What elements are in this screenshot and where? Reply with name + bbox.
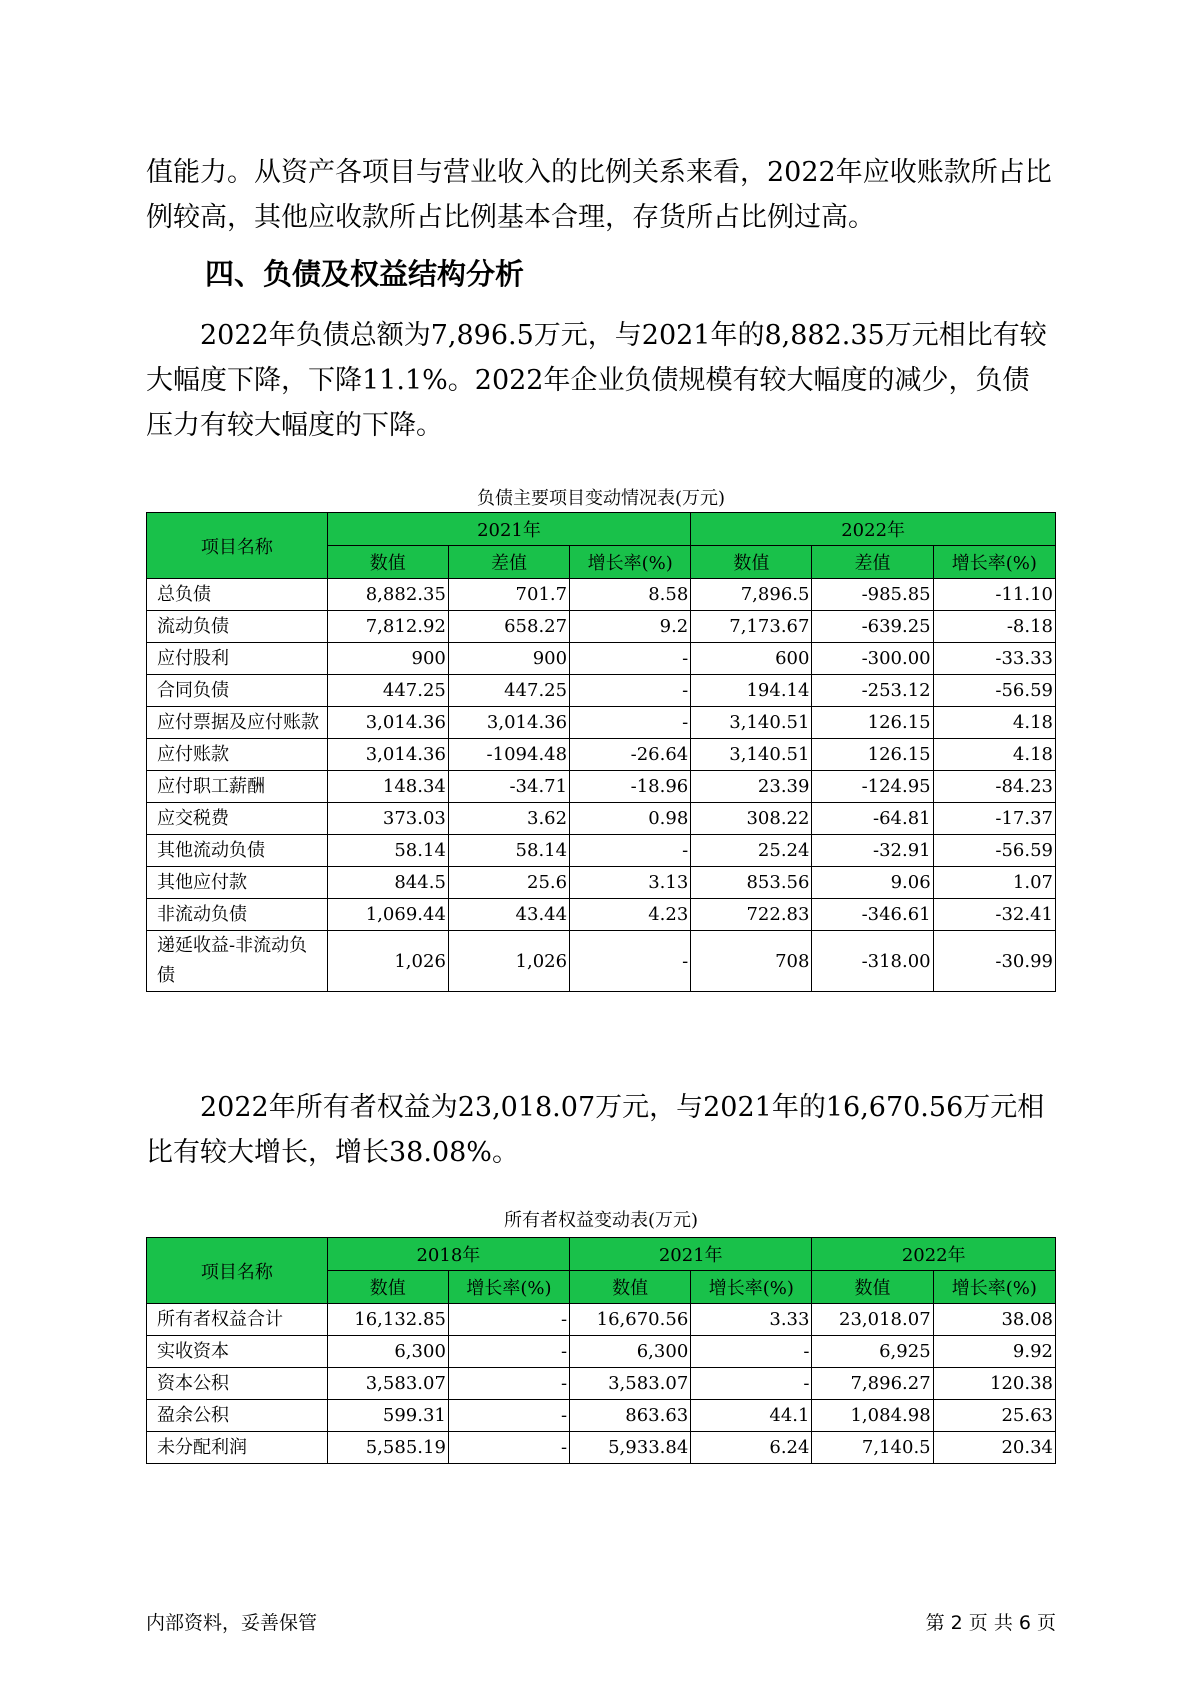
table-cell: -8.18 (933, 611, 1055, 643)
table-row (147, 675, 1056, 707)
table2-subheader: 增长率(%) (691, 1271, 812, 1304)
table-cell: 3,014.36 (448, 707, 569, 739)
table2-year-2018: 2018年 (327, 1238, 569, 1271)
table-cell: 863.63 (570, 1400, 691, 1432)
paragraph-equity (146, 1085, 1056, 1175)
table2-subheader: 数值 (812, 1271, 933, 1304)
table2-year-2021: 2021年 (570, 1238, 812, 1271)
table-cell: 447.25 (327, 675, 448, 707)
table1-year-2021: 2021年 (327, 513, 691, 546)
footer-confidential: 内部资料，妥善保管 (146, 1612, 318, 1634)
table-cell: -30.99 (933, 931, 1055, 992)
table-row (147, 931, 1056, 992)
table-cell: 3,583.07 (327, 1368, 448, 1400)
table-cell: -32.41 (933, 899, 1055, 931)
table-cell: 900 (327, 643, 448, 675)
paragraph-liabilities (146, 313, 1056, 448)
table-row (147, 1336, 1056, 1368)
table-cell: 7,896.27 (812, 1368, 933, 1400)
table-cell: 7,140.5 (812, 1432, 933, 1464)
table-row (147, 579, 1056, 611)
table-cell: -34.71 (448, 771, 569, 803)
table-cell: 20.34 (933, 1432, 1055, 1464)
liabilities-table (146, 512, 1056, 992)
footer-page-number: 第 2 页 共 6 页 (925, 1612, 1056, 1634)
table-cell: -84.23 (933, 771, 1055, 803)
table-cell: 1,026 (327, 931, 448, 992)
row-label: 其他应付款 (147, 867, 328, 899)
table-cell: 8.58 (570, 579, 691, 611)
table-cell: 3.13 (570, 867, 691, 899)
table-cell: 25.24 (691, 835, 812, 867)
paragraph-equity-text: 2022年所有者权益为23,018.07万元，与2021年的16,670.56万元相比有较大增长，增长38.08%。 (146, 1092, 1045, 1168)
table-cell: -32.91 (812, 835, 933, 867)
paragraph-liabilities-text: 2022年负债总额为7,896.5万元，与2021年的8,882.35万元相比有较大幅度下降，下降11.1%。2022年企业负债规模有较大幅度的减少，负债压力有较大幅度的下降。 (146, 320, 1047, 441)
table-cell: 658.27 (448, 611, 569, 643)
table-cell: 58.14 (327, 835, 448, 867)
table1-name-header: 项目名称 (147, 513, 328, 579)
table-cell: - (448, 1336, 569, 1368)
table2-subheader: 数值 (327, 1271, 448, 1304)
table-row (147, 771, 1056, 803)
table-cell: 44.1 (691, 1400, 812, 1432)
table-row (147, 739, 1056, 771)
table2-subheader: 增长率(%) (933, 1271, 1055, 1304)
table-cell: 120.38 (933, 1368, 1055, 1400)
table-cell: 3,014.36 (327, 707, 448, 739)
table-cell: -985.85 (812, 579, 933, 611)
table-cell: 25.63 (933, 1400, 1055, 1432)
table-cell: - (570, 675, 691, 707)
table-row (147, 707, 1056, 739)
table-cell: 16,670.56 (570, 1304, 691, 1336)
row-label: 应付职工薪酬 (147, 771, 328, 803)
table-row (147, 611, 1056, 643)
table-cell: 3,583.07 (570, 1368, 691, 1400)
table2-subheader: 数值 (570, 1271, 691, 1304)
row-label: 总负债 (147, 579, 328, 611)
table-cell: -346.61 (812, 899, 933, 931)
table-cell: 148.34 (327, 771, 448, 803)
table-cell: 8,882.35 (327, 579, 448, 611)
table-cell: 7,896.5 (691, 579, 812, 611)
table-cell: 23.39 (691, 771, 812, 803)
table-cell: 708 (691, 931, 812, 992)
table-row (147, 803, 1056, 835)
table-row (147, 835, 1056, 867)
row-label: 应交税费 (147, 803, 328, 835)
table-cell: -253.12 (812, 675, 933, 707)
table-cell: 25.6 (448, 867, 569, 899)
table-cell: 1,069.44 (327, 899, 448, 931)
table-cell: 58.14 (448, 835, 569, 867)
table-cell: 5,585.19 (327, 1432, 448, 1464)
table-cell: 599.31 (327, 1400, 448, 1432)
row-label: 合同负债 (147, 675, 328, 707)
table-cell: - (448, 1304, 569, 1336)
table-cell: - (448, 1368, 569, 1400)
table-cell: -33.33 (933, 643, 1055, 675)
row-label: 应付股利 (147, 643, 328, 675)
table-cell: - (691, 1368, 812, 1400)
table-row (147, 643, 1056, 675)
table-cell: 3,140.51 (691, 739, 812, 771)
table-cell: 600 (691, 643, 812, 675)
table-cell: 308.22 (691, 803, 812, 835)
table-cell: 6,300 (570, 1336, 691, 1368)
table-cell: 3,014.36 (327, 739, 448, 771)
table-cell: 0.98 (570, 803, 691, 835)
table-cell: 1,084.98 (812, 1400, 933, 1432)
table2-subheader: 增长率(%) (448, 1271, 569, 1304)
table1-subheader: 差值 (448, 546, 569, 579)
table1-year-2022: 2022年 (691, 513, 1056, 546)
table-cell: - (448, 1400, 569, 1432)
table-row (147, 1400, 1056, 1432)
table-cell: - (570, 835, 691, 867)
row-label: 非流动负债 (147, 899, 328, 931)
table1-subheader: 数值 (327, 546, 448, 579)
table-cell: 722.83 (691, 899, 812, 931)
row-label: 应付票据及应付账款 (147, 707, 328, 739)
table-row (147, 1432, 1056, 1464)
table-cell: -318.00 (812, 931, 933, 992)
table-cell: 16,132.85 (327, 1304, 448, 1336)
table-cell: 1.07 (933, 867, 1055, 899)
table-cell: 844.5 (327, 867, 448, 899)
table-cell: 23,018.07 (812, 1304, 933, 1336)
table1-subheader: 增长率(%) (570, 546, 691, 579)
table-cell: - (570, 707, 691, 739)
row-label: 递延收益-非流动负债 (147, 931, 328, 992)
table-cell: -639.25 (812, 611, 933, 643)
table-cell: -18.96 (570, 771, 691, 803)
table-cell: 9.2 (570, 611, 691, 643)
table-cell: 900 (448, 643, 569, 675)
table-cell: -17.37 (933, 803, 1055, 835)
table-cell: 3.62 (448, 803, 569, 835)
table-cell: 4.18 (933, 707, 1055, 739)
table-cell: 4.23 (570, 899, 691, 931)
table-cell: 3,140.51 (691, 707, 812, 739)
table2-year-2022: 2022年 (812, 1238, 1056, 1271)
row-label: 其他流动负债 (147, 835, 328, 867)
table-cell: 43.44 (448, 899, 569, 931)
table-row (147, 1368, 1056, 1400)
table-row (147, 899, 1056, 931)
row-label: 所有者权益合计 (147, 1304, 328, 1336)
table-cell: 7,812.92 (327, 611, 448, 643)
table1-subheader: 数值 (691, 546, 812, 579)
table-cell: 3.33 (691, 1304, 812, 1336)
table-cell: 126.15 (812, 707, 933, 739)
table-cell: - (691, 1336, 812, 1368)
table-cell: -26.64 (570, 739, 691, 771)
table-cell: - (570, 643, 691, 675)
table-cell: 701.7 (448, 579, 569, 611)
table-cell: 6,300 (327, 1336, 448, 1368)
table2-caption: 所有者权益变动表(万元) (503, 1210, 699, 1231)
table-cell: 6.24 (691, 1432, 812, 1464)
table-cell: -56.59 (933, 675, 1055, 707)
table-cell: 1,026 (448, 931, 569, 992)
table-cell: 5,933.84 (570, 1432, 691, 1464)
row-label: 应付账款 (147, 739, 328, 771)
table-cell: 9.06 (812, 867, 933, 899)
table-cell: 38.08 (933, 1304, 1055, 1336)
table-cell: -300.00 (812, 643, 933, 675)
paragraph-asset-ratio: 值能力。从资产各项目与营业收入的比例关系来看，2022年应收账款所占比例较高，其他应收款所占比例基本合理，存货所占比例过高。 (146, 157, 1052, 233)
row-label: 实收资本 (147, 1336, 328, 1368)
section-heading: 四、负债及权益结构分析 (205, 257, 525, 291)
equity-table (146, 1237, 1056, 1464)
table1-caption: 负债主要项目变动情况表(万元) (476, 488, 726, 509)
table-cell: 194.14 (691, 675, 812, 707)
table-cell: 7,173.67 (691, 611, 812, 643)
table-cell: 447.25 (448, 675, 569, 707)
table-cell: 126.15 (812, 739, 933, 771)
table-cell: - (448, 1432, 569, 1464)
table-row (147, 867, 1056, 899)
table-cell: -11.10 (933, 579, 1055, 611)
table-cell: 4.18 (933, 739, 1055, 771)
table-cell: 853.56 (691, 867, 812, 899)
table-cell: -56.59 (933, 835, 1055, 867)
row-label: 资本公积 (147, 1368, 328, 1400)
table-cell: - (570, 931, 691, 992)
table1-subheader: 差值 (812, 546, 933, 579)
table-cell: 9.92 (933, 1336, 1055, 1368)
row-label: 未分配利润 (147, 1432, 328, 1464)
table-cell: -1094.48 (448, 739, 569, 771)
table-cell: 6,925 (812, 1336, 933, 1368)
table-cell: 373.03 (327, 803, 448, 835)
table-cell: -124.95 (812, 771, 933, 803)
row-label: 盈余公积 (147, 1400, 328, 1432)
table2-name-header: 项目名称 (147, 1238, 328, 1304)
row-label: 流动负债 (147, 611, 328, 643)
table-row (147, 1304, 1056, 1336)
table1-subheader: 增长率(%) (933, 546, 1055, 579)
table-cell: -64.81 (812, 803, 933, 835)
